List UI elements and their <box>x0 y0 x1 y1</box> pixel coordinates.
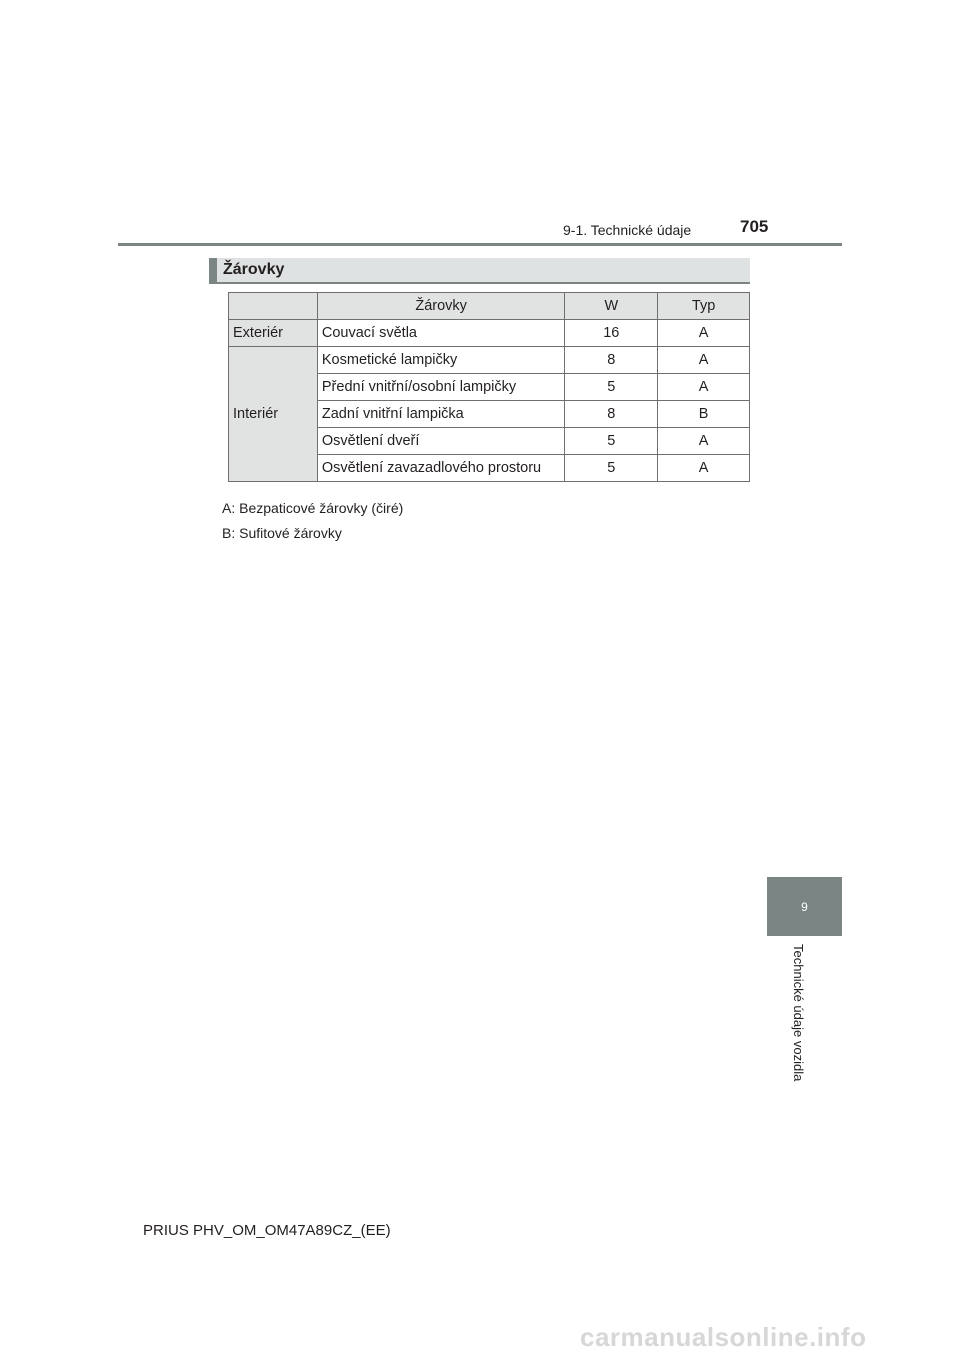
header-divider <box>118 243 842 246</box>
bulb-name-cell: Osvětlení zavazadlového prostoru <box>317 455 565 482</box>
bulb-name-cell: Osvětlení dveří <box>317 428 565 455</box>
table-row <box>229 320 750 347</box>
page-number: 705 <box>740 217 769 236</box>
type-cell: A <box>658 374 750 401</box>
footnote-type-b: B: Sufitové žárovky <box>222 525 342 541</box>
chapter-tab[interactable] <box>767 877 842 936</box>
wattage-cell: 5 <box>565 374 658 401</box>
category-cell: Interiér <box>229 347 318 482</box>
bulb-name-cell: Zadní vnitřní lampička <box>317 401 565 428</box>
table-row <box>229 347 750 374</box>
category-cell: Exteriér <box>229 320 318 347</box>
header-section-title: 9-1. Technické údaje <box>563 222 692 238</box>
footer-document-code: PRIUS PHV_OM_OM47A89CZ_(EE) <box>143 1222 391 1239</box>
type-cell: A <box>658 320 750 347</box>
bulb-name-cell: Přední vnitřní/osobní lampičky <box>317 374 565 401</box>
wattage-cell: 8 <box>565 401 658 428</box>
chapter-side-label: Technické údaje vozidla <box>791 944 806 1082</box>
section-heading-bar <box>209 258 750 284</box>
table-header-cell <box>229 293 318 320</box>
wattage-cell: 5 <box>565 455 658 482</box>
wattage-cell: 5 <box>565 428 658 455</box>
wattage-cell: 16 <box>565 320 658 347</box>
type-cell: A <box>658 428 750 455</box>
table-header-cell: Žárovky <box>317 293 565 320</box>
table-header-cell: Typ <box>658 293 750 320</box>
bulb-name-cell: Kosmetické lampičky <box>317 347 565 374</box>
section-heading-accent <box>209 258 217 282</box>
footnote-type-a: A: Bezpaticové žárovky (čiré) <box>222 500 404 516</box>
type-cell: A <box>658 347 750 374</box>
type-cell: B <box>658 401 750 428</box>
table-header-row <box>229 293 750 320</box>
type-cell: A <box>658 455 750 482</box>
chapter-number: 9 <box>801 899 808 914</box>
section-title: Žárovky <box>223 261 285 278</box>
bulb-name-cell: Couvací světla <box>317 320 565 347</box>
bulbs-table <box>228 292 750 482</box>
wattage-cell: 8 <box>565 347 658 374</box>
table-header-cell: W <box>565 293 658 320</box>
watermark: carmanualsonline.info <box>580 1322 867 1352</box>
